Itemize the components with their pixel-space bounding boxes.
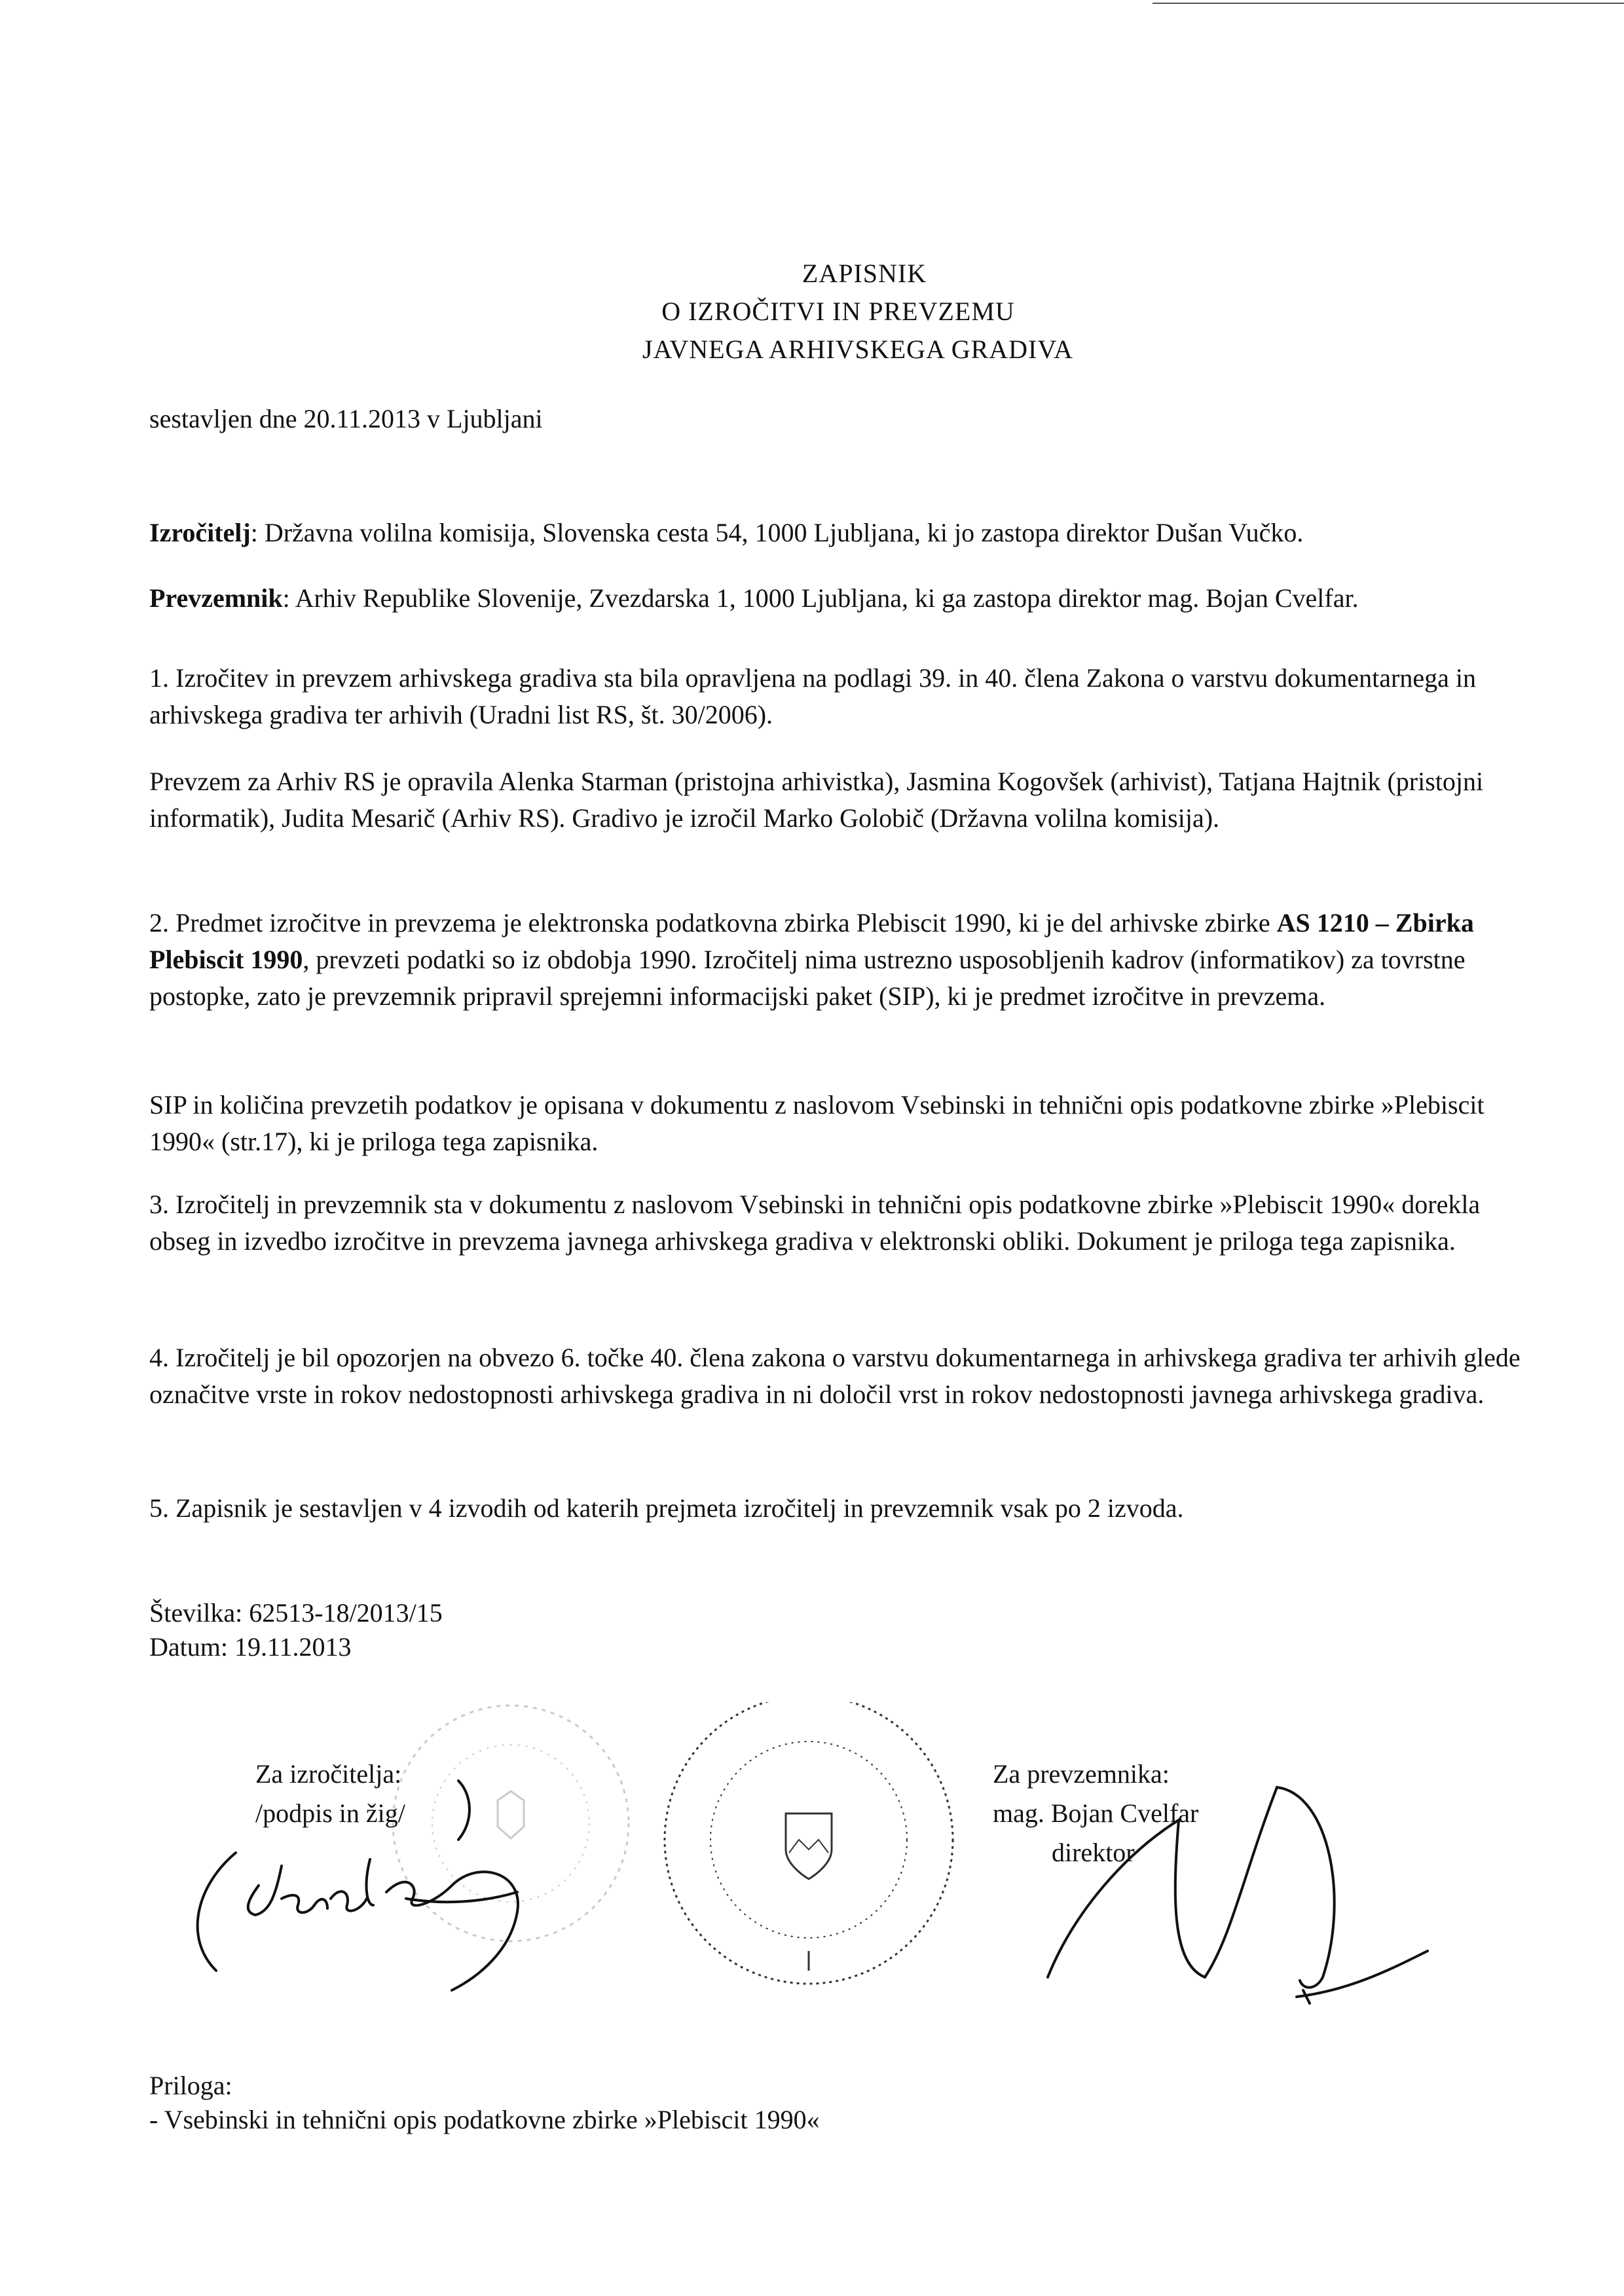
- paragraph-5: 5. Zapisnik je sestavljen v 4 izvodih od katerih prejmeta izročitelj in prevzemnik vsak po 2 izvoda.: [149, 1493, 1184, 1523]
- title-line-3: JAVNEGA ARHIVSKEGA GRADIVA: [642, 335, 1073, 364]
- receiver-signatory-name: mag. Bojan Cvelfar: [993, 1798, 1199, 1828]
- receiver-label: Prevzemnik: [149, 583, 283, 613]
- left-stamp: [393, 1705, 629, 1941]
- paragraph-4: 4. Izročitelj je bil opozorjen na obvezo 6. točke 40. člena zakona o varstvu dokumentarnega in arhivskega gradiva ter arhivih glede označitve vrste in rokov nedostopnosti arhivskega gradiva in ni določil vrst in rokov nedostopnosti javnega arhivskega gradiva.: [149, 1343, 1521, 1409]
- receiver-signature-label: Za prevzemnika:: [993, 1759, 1170, 1789]
- collection-name: AS 1210 – Zbirka Plebiscit 1990: [149, 908, 1474, 974]
- receiver-signatory-title: direktor: [1052, 1838, 1135, 1867]
- paragraph-1: 1. Izročitev in prevzem arhivskega gradiva sta bila opravljena na podlagi 39. in 40. člena Zakona o varstvu dokumentarnega in arhivskega gradiva ter arhivih (Uradni list RS, št. 30/2006).: [149, 663, 1476, 729]
- handover-signature: [198, 1781, 518, 1990]
- signature-area: [0, 1702, 1624, 2043]
- paragraph-2b: SIP in količina prevzetih podatkov je opisana v dokumentu z naslovom Vsebinski in tehnični opis podatkovne zbirke »Plebiscit 1990« (str.17), ki je priloga tega zapisnika.: [149, 1090, 1485, 1156]
- attachment-label: Priloga:: [149, 2071, 232, 2100]
- compiled-line: sestavljen dne 20.11.2013 v Ljubljani: [149, 404, 543, 433]
- handover-signature-label: Za izročitelja:: [255, 1759, 402, 1789]
- signature-and-seal-label: /podpis in žig/: [255, 1798, 405, 1828]
- paragraph-2-pre: 2. Predmet izročitve in prevzema je elektronska podatkovna zbirka Plebiscit 1990, ki je del arhivske zbirke: [149, 908, 1277, 938]
- document-number: Številka: 62513-18/2013/15: [149, 1598, 443, 1628]
- receiver-paragraph: [149, 580, 1511, 617]
- paragraph-2-post: , prevzeti podatki so iz obdobja 1990. Izročitelj nima ustrezno usposobljenih kadrov (informatikov) za tovrstne postopke, zato je prevzemnik pripravil sprejemni informacijski paket (SIP), ki je predmet izročitve in prevzema.: [149, 945, 1466, 1011]
- document-date: Datum: 19.11.2013: [149, 1632, 352, 1662]
- paragraph-3: 3. Izročitelj in prevzemnik sta v dokumentu z naslovom Vsebinski in tehnični opis podatkovne zbirke »Plebiscit 1990« dorekla obseg in izvedbo izročitve in prevzema javnega arhivskega gradiva v elektronski obliki. Dokument je priloga tega zapisnika.: [149, 1190, 1481, 1256]
- top-edge-line: [1153, 3, 1624, 4]
- attachment-item: - Vsebinski in tehnični opis podatkovne zbirke »Plebiscit 1990«: [149, 2105, 820, 2134]
- title-line-2: O IZROČITVI IN PREVZEMU: [661, 297, 1015, 326]
- receiver-text: : Arhiv Republike Slovenije, Zvezdarska 1, 1000 Ljubljana, ki ga zastopa direktor mag. Bojan Cvelfar.: [282, 583, 1359, 613]
- title-line-1: ZAPISNIK: [802, 259, 927, 288]
- receiver-signature: [1048, 1787, 1428, 2003]
- paragraph-1b: Prevzem za Arhiv RS je opravila Alenka Starman (pristojna arhivistka), Jasmina Kogovšek (arhivist), Tatjana Hajtnik (pristojni informatik), Judita Mesarič (Arhiv RS). Gradivo je izročil Marko Golobič (Državna volilna komisija).: [149, 767, 1484, 833]
- handover-label: Izročitelj: [149, 518, 251, 547]
- handover-paragraph: [149, 515, 1538, 551]
- archive-stamp: [665, 1702, 953, 1984]
- paragraph-2: [149, 905, 1538, 1015]
- handover-text: : Državna volilna komisija, Slovenska cesta 54, 1000 Ljubljana, ki jo zastopa direktor Dušan Vučko.: [250, 518, 1304, 547]
- signatures-and-stamps: [0, 1702, 1624, 2043]
